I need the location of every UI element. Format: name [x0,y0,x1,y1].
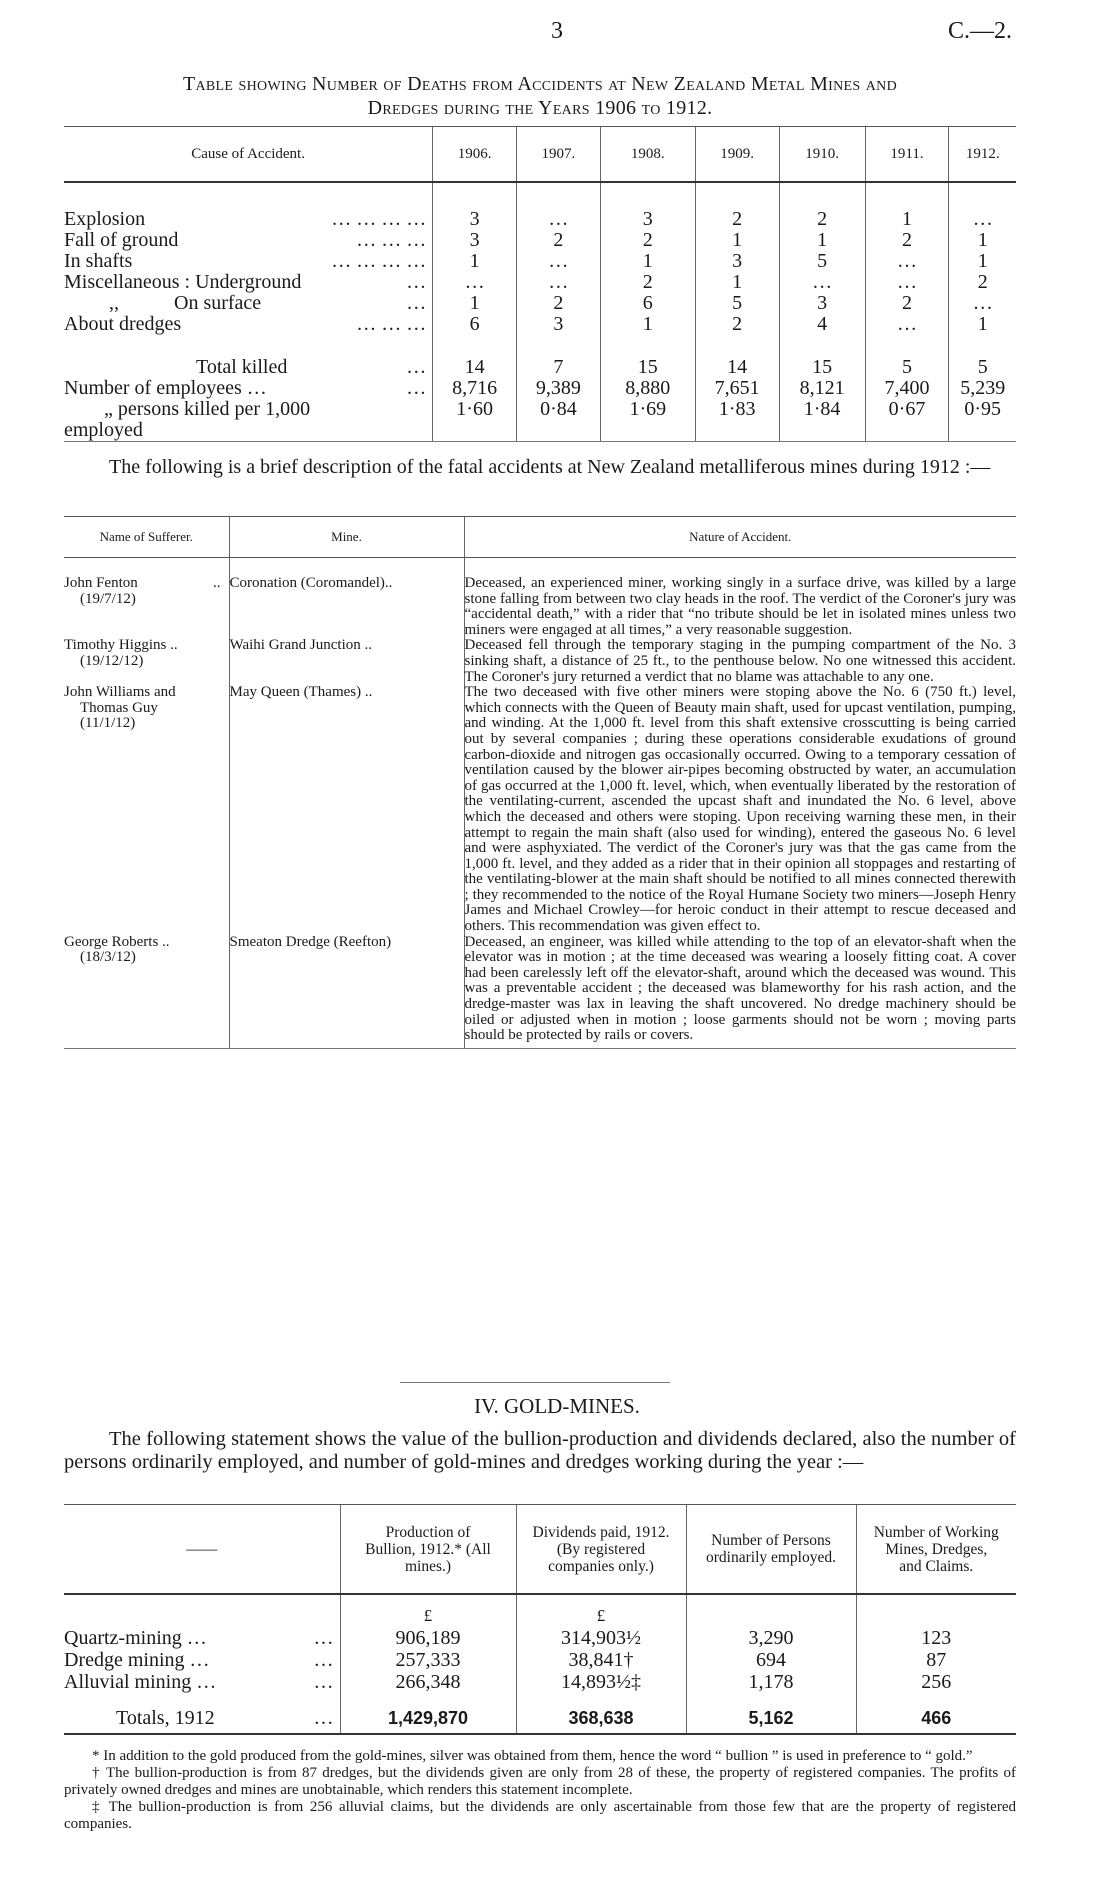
cell: 87 [856,1649,1016,1671]
mine-name: Waihi Grand Junction .. [229,638,464,685]
sufferer-name: John Williams and [64,684,176,701]
leader-dots: … [313,1707,334,1729]
table-row [64,558,1016,639]
accident-date: (18/3/12) [80,949,136,966]
table-row [64,1627,1016,1649]
cell: 2 [949,272,1016,293]
cell: 256 [856,1671,1016,1693]
cell: 1,178 [686,1671,856,1693]
row-label: Fall of ground [64,229,179,251]
row-label: Dredge mining … [64,1649,210,1671]
cell: 5 [949,335,1016,378]
sufferer-name: George Roberts .. [64,933,170,950]
cell: 1 [600,251,695,272]
row-label: In shafts [64,250,133,272]
cell: 123 [856,1627,1016,1649]
row-label: About dredges [64,313,182,335]
cell: … [517,182,601,230]
cell: 7,651 [695,378,779,399]
deaths-table [64,126,1016,442]
leader-dots: … … … [356,229,427,251]
header-mine: Mine. [229,517,464,558]
page-number: 3 [551,18,563,44]
header-year: 1910. [779,127,865,183]
cell: 14 [433,335,517,378]
cell: 14 [695,335,779,378]
header-sufferer: Name of Sufferer. [64,517,229,558]
cell: 5,239 [949,378,1016,399]
header-blank: —— [64,1505,340,1595]
cell: 1 [433,251,517,272]
employees-row [64,378,1016,399]
sufferer-name-2: Thomas Guy [80,699,158,716]
row-label: Quartz-mining … [64,1627,207,1649]
cell: 4 [779,314,865,335]
row-label: Number of employees … [64,377,267,399]
row-label: Totals, 1912 [116,1707,215,1729]
header-dividends: Dividends paid, 1912. (By registered companies only.) [516,1505,686,1595]
footnote: * In addition to the gold produced from the gold-mines, silver was obtained from them, hence the word “ bullion ” is used in preference to “ gold.” [92,1748,973,1764]
leader-dots: .. [213,575,221,591]
header-year: 1909. [695,127,779,183]
header-cause: Cause of Accident. [64,127,433,183]
table-row [64,272,1016,293]
gold-header-row [64,1505,1016,1595]
deaths-header-row [64,127,1016,183]
cell: 15 [600,335,695,378]
table-caption [60,72,1020,120]
cell: 3 [517,314,601,335]
caption-line-1: Table showing Number of Deaths from Accidents at New Zealand Metal Mines and [182,73,897,95]
cell: … [865,251,949,272]
cell: 9,389 [517,378,601,399]
currency-unit: £ [516,1594,686,1627]
leader-dots: … [313,1627,334,1649]
unit-row [64,1594,1016,1627]
cell: 8,121 [779,378,865,399]
leader-dots: … … … … [331,208,427,230]
rate-row-continued [64,420,1016,442]
header-persons: Number of Persons ordinarily employed. [686,1505,856,1595]
cell: 2 [779,182,865,230]
cell: 2 [600,230,695,251]
cell: 1·83 [695,399,779,420]
table-row [64,685,1016,935]
cell: 0·95 [949,399,1016,420]
cell: 1 [433,293,517,314]
cell: 7,400 [865,378,949,399]
rate-row [64,399,1016,420]
table-row [64,1671,1016,1693]
row-label: Miscellaneous : Underground [64,271,302,293]
cell: … [433,272,517,293]
mine-name: Smeaton Dredge (Reefton) [229,935,464,1049]
caption-line-2: Dredges during the Years 1906 to 1912. [367,97,713,119]
header-production: Production of Bullion, 1912.* (All mines.) [340,1505,516,1595]
cell: 257,333 [340,1649,516,1671]
cell: 6 [433,314,517,335]
leader-dots: … [406,356,427,378]
footnotes [64,1748,1016,1833]
table-row [64,638,1016,685]
footnote: ‡ The bullion-production is from 256 alluvial claims, but the dividends are only ascertainable from those few that are the property of registered companies. [64,1799,1016,1832]
leader-dots: … [313,1649,334,1671]
cell: 1 [600,314,695,335]
cell: … [865,314,949,335]
cell: 694 [686,1649,856,1671]
header-nature: Nature of Accident. [464,517,1016,558]
currency-unit: £ [340,1594,516,1627]
cell: 8,716 [433,378,517,399]
cell: … [517,251,601,272]
cell: 3 [695,251,779,272]
table-row [64,293,1016,314]
table-row [64,1649,1016,1671]
cell: 368,638 [516,1693,686,1734]
leader-dots: … [406,377,427,399]
row-label: employed [64,420,433,442]
table-row [64,230,1016,251]
cell: … [779,272,865,293]
accident-description: Deceased fell through the temporary staging in the pumping compartment of the No. 3 sinking shaft, a distance of 25 ft., to the penthouse below. No one witnessed this accident. The Coroner's jury returned a verdict that no blame was attachable to any one. [464,637,1016,685]
row-label: Alluvial mining … [64,1671,217,1693]
mine-name: May Queen (Thames) .. [229,685,464,935]
leader-dots: … … … … [331,250,427,272]
accident-description: The two deceased with five other miners were stoping above the No. 6 (750 ft.) level, which connects with the Queen of Beauty main shaft, used for upcast ventilation, pumping, and winding. At the 1,000 ft. level from this shaft extensive crosscutting is being carried out by several companies ; during these operations considerable exudations of ground carbon-dioxide and nitrogen gas occasionally occurred. Owing to a temporary cessation of ventilation caused by the blower air-pipes becoming obstructed by water, an accumulation of gas occurred at the 1,000 ft. level, which, when eventually liberated by the restoration of the ventilating-current, ascended the upcast shaft and inundated the No. 6 level, above which the deceased and others were stoping. Upon receiving warning these men, in their attempt to regain the main shaft (also used for winding), entered the gaseous No. 6 level and were asphyxiated. The verdict of the Coroner's jury was that the gas came from the 1,000 ft. level, and they added as a rider that in their opinion all stoppages and restarting of the ventilating-blower at the main shaft should be notified to all mines connected therewith ; they recommended to the notice of the Royal Humane Society two miners—Joseph Henry James and Michael Crowley—for heroic conduct in their attempt to rescue deceased and others. This recommendation was given effect to. [464,684,1016,935]
cell: 8,880 [600,378,695,399]
header-year: 1911. [865,127,949,183]
cell: 3 [600,182,695,230]
row-label: Explosion [64,208,146,230]
cell: 3 [433,230,517,251]
cell: 5,162 [686,1693,856,1734]
cell: 3 [433,182,517,230]
cell: 1 [949,230,1016,251]
total-row [64,335,1016,378]
section-title: IV. GOLD-MINES. [474,1394,640,1418]
cell: 314,903½ [516,1627,686,1649]
cell: 1 [949,314,1016,335]
cell: 5 [865,335,949,378]
cell: 1·60 [433,399,517,420]
accidents-header-row [64,517,1016,558]
accident-description: Deceased, an engineer, was killed while attending to the top of an elevator-shaft when the elevator was in motion ; at the time deceased was wearing a loosely fitting coat. A cover had been carelessly left off the elevator-shaft, around which the deceased was wound. This was a preventable accident ; the deceased was blameworthy for his rash action, and the dredge-master was lax in leaving the shaft uncovered. No dredge machinery should be oiled or adjusted when in motion ; loose garments should not be worn ; moving parts should be protected by rails or covers. [464,935,1016,1049]
footnote: † The bullion-production is from 87 dredges, but the dividends given are only from 28 of these, the property of registered companies. The profits of privately owned dredges and mines are unobtainable, which renders this statement incomplete. [64,1765,1016,1798]
cell: 1·69 [600,399,695,420]
cell: 2 [600,272,695,293]
header-year: 1907. [517,127,601,183]
intro-paragraph: The following is a brief description of the fatal accidents at New Zealand metalliferous mines during 1912 :— [109,456,991,478]
accidents-table [64,516,1016,1049]
cell: 2 [517,230,601,251]
table-row [64,182,1016,230]
cell: 0·84 [517,399,601,420]
cell: 466 [856,1693,1016,1734]
cell: 1 [695,272,779,293]
cell: 3 [779,293,865,314]
cell: 1·84 [779,399,865,420]
cell: 5 [695,293,779,314]
cell: 2 [517,293,601,314]
leader-dots: … [406,292,427,314]
leader-dots: … … … [356,313,427,335]
cell: 2 [865,230,949,251]
cell: 1 [949,251,1016,272]
cell: 1,429,870 [340,1693,516,1734]
row-label: „ persons killed per 1,000 [104,398,311,420]
cell: 14,893½‡ [516,1671,686,1693]
total-row [64,1693,1016,1734]
leader-dots: … [406,271,427,293]
gold-mines-table [64,1504,1016,1735]
table-row [64,251,1016,272]
document-reference: C.—2. [947,18,1012,44]
table-row [64,935,1016,1049]
cell: … [949,293,1016,314]
cell: 3,290 [686,1627,856,1649]
cell: … [517,272,601,293]
cell: 2 [695,182,779,230]
row-label: Total killed [196,356,288,378]
cell: 1 [695,230,779,251]
cell: 266,348 [340,1671,516,1693]
cell: 15 [779,335,865,378]
cell: 2 [695,314,779,335]
cell: 906,189 [340,1627,516,1649]
header-year: 1912. [949,127,1016,183]
cell: 0·67 [865,399,949,420]
row-label: ,, On surface [109,292,262,314]
section-divider [400,1382,670,1383]
header-working-mines: Number of Working Mines, Dredges, and Claims. [856,1505,1016,1595]
cell: 2 [865,293,949,314]
sufferer-name: John Fenton [64,575,138,591]
cell: 1 [865,182,949,230]
header-year: 1906. [433,127,517,183]
section-intro: The following statement shows the value of the bullion-production and dividends declared, also the number of persons ordinarily employed, and number of gold-mines and dredges working during the year :— [64,1428,1016,1473]
accident-date: (19/7/12) [80,590,136,607]
sufferer-name: Timothy Higgins .. [64,637,178,654]
cell: 1 [779,230,865,251]
mine-name: Coronation (Coromandel).. [229,558,464,639]
accident-date: (11/1/12) [80,715,136,732]
cell: 7 [517,335,601,378]
accident-date: (19/12/12) [80,652,144,669]
table-row [64,314,1016,335]
cell: 38,841† [516,1649,686,1671]
cell: … [949,182,1016,230]
accident-description: Deceased, an experienced miner, working singly in a surface drive, was killed by a large stone falling from between two clay heads in the roof. The verdict of the Coroner's jury was “accidental death,” with a rider that “no tribute should be let in isolated mines unless two miners were engaged at all times,” a very reasonable suggestion. [464,558,1016,639]
cell: 5 [779,251,865,272]
leader-dots: … [313,1671,334,1693]
header-year: 1908. [600,127,695,183]
cell: … [865,272,949,293]
cell: 6 [600,293,695,314]
